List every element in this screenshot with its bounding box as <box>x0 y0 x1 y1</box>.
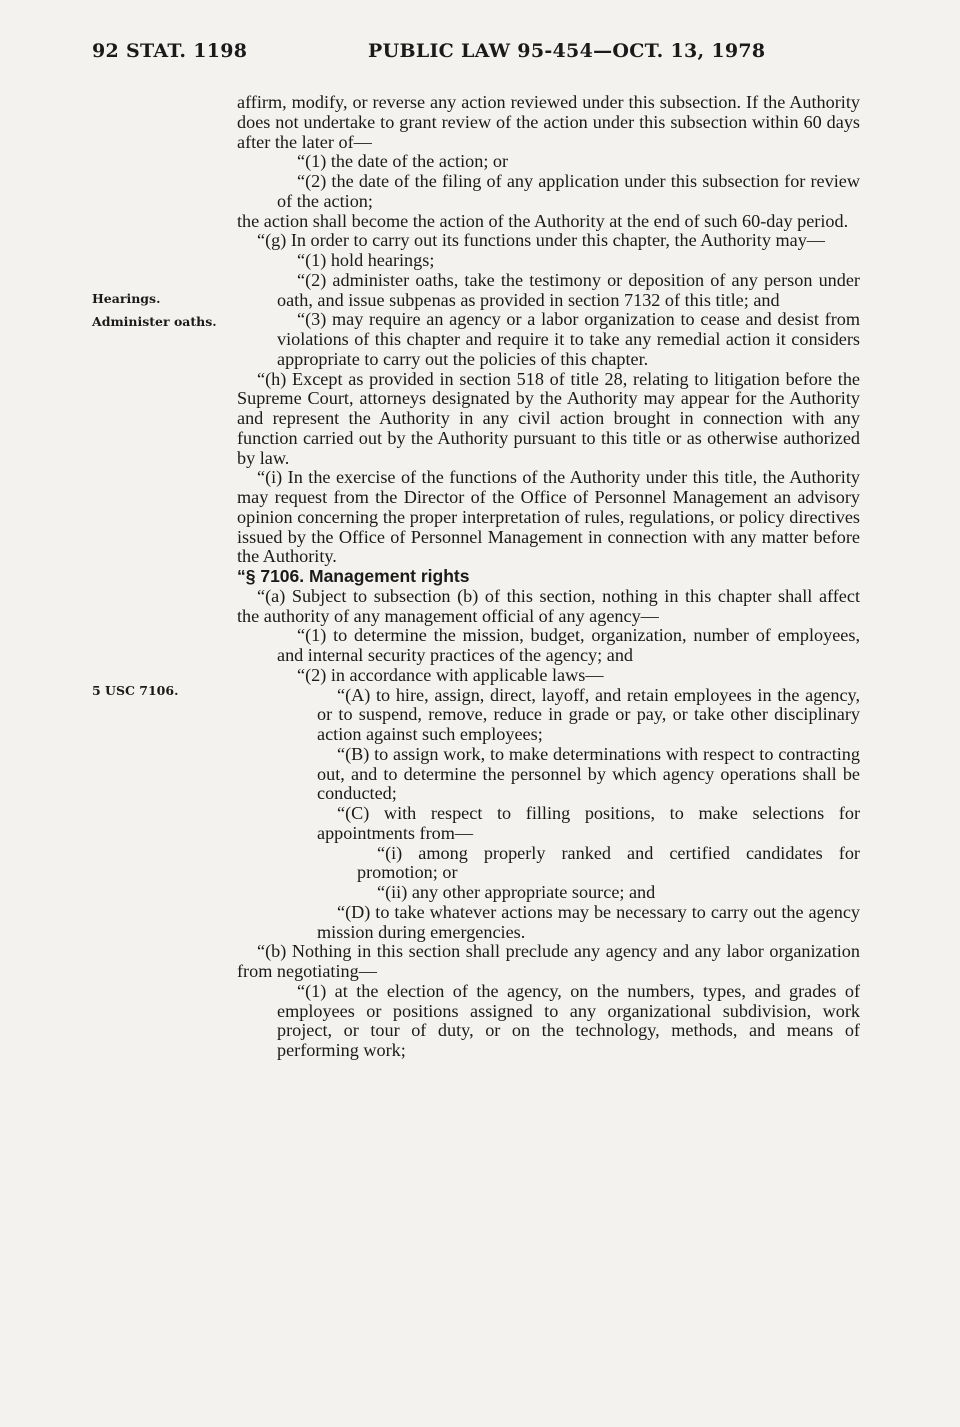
paragraph: “(g) In order to carry out its functions under this chapter, the Authority may— <box>257 230 825 251</box>
stat-reference: 92 STAT. 1198 <box>92 40 248 62</box>
margin-note-administer-oaths: Administer oaths. <box>92 314 217 329</box>
paragraph: “(3) may require an agency or a labor organization to cease and desist from violations of this chapter and require it to take any remedial action it considers appropriate to carry out the policies of this chapter. <box>277 309 860 369</box>
paragraph: “(D) to take whatever actions may be necessary to carry out the agency mission during emergencies. <box>317 901 860 942</box>
paragraph: “(2) in accordance with applicable laws— <box>297 664 604 685</box>
paragraph: “(a) Subject to subsection (b) of this section, nothing in this chapter shall affect the authority of any management official of any agency— <box>237 585 860 626</box>
paragraph: “(A) to hire, assign, direct, layoff, and retain employees in the agency, or to suspend, remove, reduce in grade or pay, or take other disciplinary action against such employees; <box>317 684 860 744</box>
paragraph: “(2) administer oaths, take the testimony or deposition of any person under oath, and issue subpenas as provided in section 7132 of this title; and <box>277 269 860 310</box>
margin-note-hearings: Hearings. <box>92 291 161 306</box>
paragraph: “(i) among properly ranked and certified candidates for promotion; or <box>357 842 860 883</box>
paragraph: “(1) to determine the mission, budget, organization, number of employees, and internal security practices of the agency; and <box>277 625 860 665</box>
paragraph: “(h) Except as provided in section 518 of title 28, relating to litigation before the Supreme Court, attorneys designated by the Authority may appear for the Authority and represent the Authority in any civil action brought in connection with any function carried out by the Authority pursuant to this title or as otherwise authorized by law. <box>237 368 860 468</box>
paragraph: “(1) the date of the action; or <box>297 151 509 172</box>
statute-body <box>237 93 860 1061</box>
section-heading: “§ 7106. Management rights <box>237 566 470 586</box>
paragraph: “(2) the date of the filing of any application under this subsection for review of the action; <box>277 171 860 211</box>
paragraph: the action shall become the action of the Authority at the end of such 60-day period. <box>237 210 849 231</box>
margin-note-usc-citation: 5 USC 7106. <box>92 683 179 698</box>
page-header <box>0 40 960 70</box>
paragraph: “(ii) any other appropriate source; and <box>377 882 656 902</box>
paragraph: “(1) at the election of the agency, on the numbers, types, and grades of employees or positions assigned to any organizational subdivision, work project, or tour of duty, or on the technology, methods, and means of performing work; <box>277 980 860 1060</box>
paragraph: “(1) hold hearings; <box>297 250 435 270</box>
paragraph: “(B) to assign work, to make determinations with respect to contracting out, and to determine the personnel by which agency operations shall be conducted; <box>317 743 860 804</box>
paragraph: affirm, modify, or reverse any action reviewed under this subsection. If the Authority does not undertake to grant review of the action under this subsection within 60 days after the later of— <box>237 92 860 152</box>
public-law-reference: PUBLIC LAW 95-454—OCT. 13, 1978 <box>368 40 766 62</box>
paragraph: “(b) Nothing in this section shall preclude any agency and any labor organization from negotiating— <box>237 941 860 981</box>
paragraph: “(C) with respect to filling positions, to make selections for appointments from— <box>317 803 860 843</box>
paragraph: “(i) In the exercise of the functions of the Authority under this title, the Authority may request from the Director of the Office of Personnel Management an advisory opinion concerning the proper interpretation of rules, regulations, or policy directives issued by the Office of Personnel Management in connection with any matter before the Authority. <box>237 467 860 567</box>
